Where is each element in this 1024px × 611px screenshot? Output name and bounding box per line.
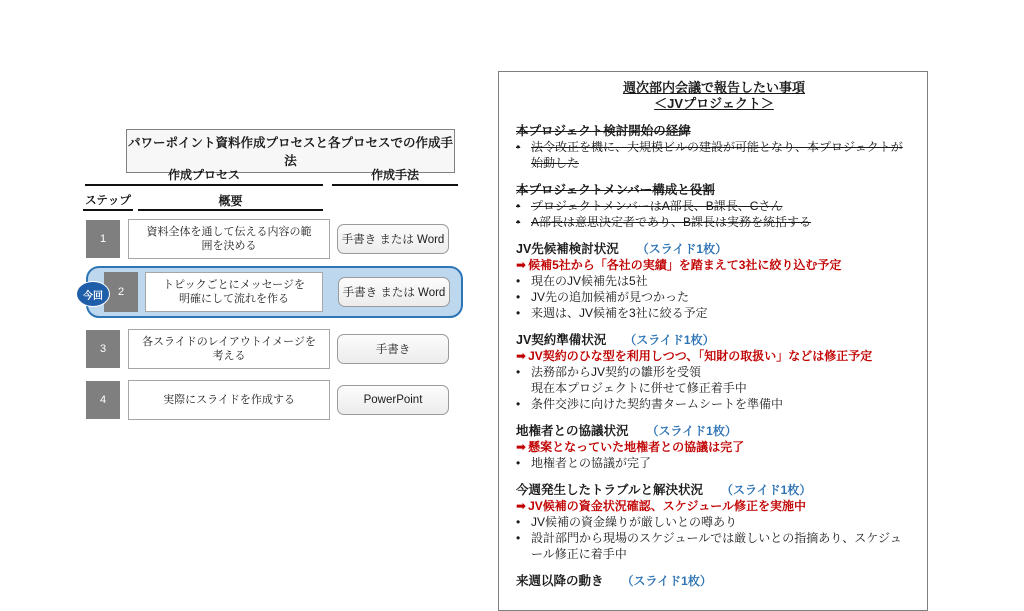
slide-count-label: （スライド1枚） — [646, 424, 737, 438]
bullet-text: 来週は、JV候補を3社に絞る予定 — [531, 306, 708, 320]
divider-process — [85, 184, 323, 186]
arrow-icon: ➡ — [516, 258, 527, 272]
method-box-2: 手書き または Word — [338, 277, 450, 307]
method-box-1: 手書き または Word — [337, 224, 449, 254]
bullet-text: 現在本プロジェクトに併せて修正着手中 — [531, 381, 747, 395]
bullet-marker: • — [516, 290, 521, 304]
key-message — [516, 498, 912, 514]
step-number-2: 2 — [104, 272, 138, 312]
report-section — [516, 123, 912, 171]
slide-count-label: （スライド1枚） — [621, 574, 712, 588]
bullet-item — [516, 214, 912, 230]
key-message — [516, 257, 912, 273]
report-page — [498, 71, 928, 611]
bullet-item — [516, 289, 912, 305]
bullet-item — [516, 530, 912, 562]
report-section — [516, 241, 912, 321]
section-heading: 来週以降の動き — [516, 574, 604, 588]
report-section — [516, 423, 912, 471]
key-message-text: JV候補の資金状況確認、スケジュール修正を実施中 — [528, 499, 807, 513]
method-box-3: 手書き — [337, 334, 449, 364]
key-message-text: 候補5社から「各社の実績」を踏まえて3社に絞り込む予定 — [528, 258, 842, 272]
key-message — [516, 348, 912, 364]
arrow-icon: ➡ — [516, 440, 527, 454]
bullet-marker: • — [516, 515, 521, 529]
bullet-text: 現在のJV候補先は5社 — [531, 274, 648, 288]
section-heading: 本プロジェクト検討開始の経緯 — [516, 124, 691, 138]
bullet-marker: • — [516, 274, 521, 288]
bullet-item — [516, 455, 912, 471]
current-step-badge: 今回 — [76, 281, 110, 307]
bullet-marker: • — [516, 365, 521, 379]
report-section — [516, 573, 912, 589]
divider-step — [83, 209, 133, 211]
bullet-text: 法務部からJV契約の雛形を受領 — [531, 365, 702, 379]
bullet-marker: • — [516, 531, 521, 545]
section-heading-row — [516, 241, 912, 257]
report-section — [516, 482, 912, 562]
slide-count-label: （スライド1枚） — [636, 242, 728, 256]
column-header-outline: 概要 — [218, 194, 243, 208]
section-heading: 本プロジェクトメンバー構成と役割 — [516, 183, 715, 197]
bullet-marker — [516, 380, 531, 396]
step-desc-4: 実際にスライドを作成する — [128, 380, 330, 420]
bullet-text: JV候補の資金繰りが厳しいとの噂あり — [531, 515, 738, 529]
bullet-marker: • — [516, 456, 521, 470]
step-number-1: 1 — [86, 220, 120, 258]
step-desc-1: 資料全体を通して伝える内容の範囲を決める — [128, 219, 330, 259]
bullet-item — [516, 273, 912, 289]
report-title-line1: 週次部内会議で報告したい事項 — [622, 80, 805, 95]
bullet-item — [516, 364, 912, 380]
step-number-4: 4 — [86, 381, 120, 419]
section-heading: 地権者との協議状況 — [516, 424, 629, 438]
divider-method — [332, 184, 458, 186]
bullet-item — [516, 198, 912, 214]
column-header-method: 作成手法 — [370, 168, 419, 182]
bullet-item — [516, 139, 912, 171]
section-heading: JV契約準備状況 — [516, 333, 607, 347]
section-heading-row — [516, 423, 912, 439]
bullet-text: 法令改正を機に、大規模ビルの建設が可能となり、本プロジェクトが始動した — [531, 140, 903, 170]
bullet-text: 設計部門から現場のスケジュールでは厳しいとの指摘あり、スケジュール修正に着手中 — [531, 531, 902, 561]
step-desc-3: 各スライドのレイアウトイメージを考える — [128, 329, 330, 369]
bullet-marker: • — [516, 306, 521, 320]
bullet-marker: • — [516, 140, 521, 154]
bullet-text: A部長は意思決定者であり、B課長は実務を統括する — [531, 215, 812, 229]
key-message-text: 懸案となっていた地権者との協議は完了 — [528, 440, 745, 454]
bullet-item — [516, 396, 912, 412]
bullet-text: JV先の追加候補が見つかった — [531, 290, 690, 304]
bullet-item — [516, 305, 912, 321]
slide-count-label: （スライド1枚） — [721, 483, 812, 497]
report-section — [516, 332, 912, 412]
key-message-text: JV契約のひな型を利用しつつ、「知財の取扱い」などは修正予定 — [528, 349, 873, 363]
section-heading: JV先候補検討状況 — [516, 242, 619, 256]
bullet-text: 地権者との協議が完了 — [531, 456, 652, 470]
arrow-icon: ➡ — [516, 349, 527, 363]
divider-outline — [138, 209, 323, 211]
bullet-marker: • — [516, 199, 521, 213]
arrow-icon: ➡ — [516, 499, 527, 513]
section-heading-row — [516, 332, 912, 348]
section-heading: 今週発生したトラブルと解決状況 — [516, 483, 704, 497]
report-title — [516, 80, 912, 112]
report-section — [516, 182, 912, 230]
bullet-marker: • — [516, 215, 521, 229]
bullet-item — [516, 514, 912, 530]
key-message — [516, 439, 912, 455]
report-title-line2: ＜JVプロジェクト＞ — [654, 96, 774, 111]
step-desc-2: トピックごとにメッセージを明確にして流れを作る — [145, 272, 323, 312]
bullet-continuation — [516, 380, 912, 396]
section-heading-row — [516, 482, 912, 498]
method-box-4: PowerPoint — [337, 385, 449, 415]
step-number-3: 3 — [86, 330, 120, 368]
bullet-marker: • — [516, 397, 521, 411]
process-table-title: パワーポイント資料作成プロセスと各プロセスでの作成手法 — [126, 129, 455, 173]
column-header-process: 作成プロセス — [167, 168, 240, 182]
bullet-text: プロジェクトメンバーはA部長、B課長、Cさん — [531, 199, 783, 213]
bullet-text: 条件交渉に向けた契約書タームシートを準備中 — [531, 397, 784, 411]
column-header-step: ステップ — [85, 195, 131, 207]
section-heading-row — [516, 573, 912, 589]
slide-count-label: （スライド1枚） — [624, 333, 715, 347]
